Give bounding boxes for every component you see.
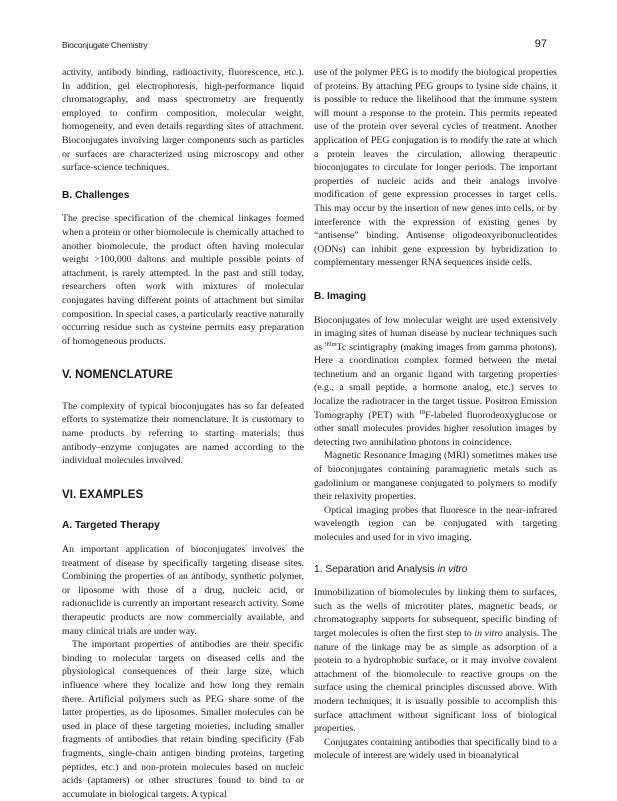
- paragraph-separation-1: [314, 586, 557, 736]
- separation-text-a: Immobilization of biomolecules by linking them to surfaces, such as the wells of microtiter plates, magnetic beads, or chromatography supports for subsequent, specific binding of target molecules is often the first step to: [314, 587, 557, 639]
- imaging-text-a: Bioconjugates of low molecular weight are used extensively in imaging sites of human disease by nuclear techniques such as: [314, 314, 557, 353]
- isotope-tc-superscript: 99m: [325, 340, 337, 348]
- paragraph-targeted-2: The important properties of antibodies are their specific binding to molecular targets on diseased cells and the physiological consequences of their large size, which influence where they localize and how long they remain there. Artificial polymers such as PEG share some of the latter properties, as do liposomes. Smaller molecules can be used in place of these targeting moieties, including smaller fragments of antibodies that retain binding specificity (Fab fragments, single-chain antigen binding proteins, targeting peptides, etc.) and non-protein molecules based on nucleic acids (aptamers) or other structures found to bind to or accumulate in biological targets. A typical: [62, 639, 304, 800]
- paragraph-imaging-1: [314, 314, 557, 450]
- paragraph-peg: use of the polymer PEG is to modify the biological properties of proteins. By attaching PEG groups to lysine side chains, it is possible to reduce the likelihood that the immune system will mount a response to the protein. This permits repeated use of the protein over several cycles of treatment. Another application of PEG conjugation is to modify the rate at which a protein leaves the circulation, allowing therapeutic bioconjugates to circulate for longer periods. The important properties of nucleic acids and their analogs involve modification of gene expression processes in target cells. This may occur by the insertion of new genes into cells, or by interference with the expression of existing genes by “antisense” binding. Antisense oligodeoxyribonucleotides (ODNs) can inhibit gene expression by hybridization to complementary messenger RNA sequences inside cells.: [314, 67, 557, 269]
- paragraph-separation-2: Conjugates containing antibodies that specifically bind to a molecule of interest are widely used in bioanalytical: [314, 736, 557, 762]
- heading-challenges: B. Challenges: [62, 189, 130, 201]
- heading-separation-italic: in vitro: [437, 563, 468, 575]
- separation-text-italic: in vitro: [474, 627, 503, 639]
- paragraph-imaging-3: Optical imaging probes that fluoresce in the near-infrared wavelength region can be conjugated with targeting molecules and used for in vivo imaging.: [314, 504, 557, 543]
- paragraph-challenges: The precise specification of the chemical linkages formed when a protein or other biomolecule is chemically attached to another biomolecule, the product often having molecular weight >100,000 daltons and multiple possible points of attachment, is rarely attempted. In the past and still today, researchers often work with mixtures of molecular conjugates having different points of attachment but similar composition. In special cases, a particularly reactive naturally occurring residue such as cysteine permits easy preparation of homogeneous products.: [62, 213, 304, 347]
- heading-nomenclature: V. NOMENCLATURE: [62, 368, 173, 382]
- paragraph-imaging-2: Magnetic Resonance Imaging (MRI) sometimes makes use of bioconjugates containing paramagnetic metals such as gadolinium or manganese conjugated to polymers to modify their relaxivity properties.: [314, 450, 557, 503]
- isotope-f-superscript: 18: [418, 408, 426, 416]
- separation-text-c: analysis. The nature of the linkage may be as simple as adsorption of a protein to a hydrophobic surface, or it may involve covalent attachment of the biomolecule to reactive groups on the surface using the chemical principles discussed above. With modern techniques, it is usually possible to accomplish this surface attachment without significant loss of biological properties.: [314, 627, 557, 735]
- paragraph-targeted-1: An important application of bioconjugates involves the treatment of disease by specifically targeting disease sites. Combining the properties of an antibody, synthetic polymer, or liposome with those of a drug, nucleic acid, or radionuclide is currently an important research activity. Some therapeutic products are now commercially available, and many clinical trials are under way.: [62, 544, 304, 637]
- heading-separation-text: 1. Separation and Analysis: [314, 563, 438, 575]
- imaging-text-c: F-labeled fluorodeoxyglucose or other small molecules provides higher resolution images by detecting two annihilation photons in coincidence.: [314, 409, 557, 448]
- page-number: 97: [534, 38, 547, 50]
- heading-separation-analysis: [314, 563, 557, 577]
- imaging-text-b: Tc scintigraphy (making images from gamma photons). Here a coordination complex formed between the metal technetium and an organic ligand with targeting properties (e.g., a small peptide, a hormone analog, etc.) serves to localize the radiotracer in the target tissue. Positron Emission Tomography (PET) with: [314, 341, 557, 421]
- heading-imaging: B. Imaging: [314, 290, 367, 302]
- running-title: Bioconjugate Chemistry: [62, 40, 148, 50]
- right-column: [314, 66, 557, 763]
- paragraph-nomenclature: The complexity of typical bioconjugates has so far defeated efforts to systematize their nomenclature. It is customary to name products by referring to starting materials; thus antibody–enzyme conjugates are named according to the individual molecules involved.: [62, 400, 304, 467]
- paragraph-intro: activity, antibody binding, radioactivity, fluorescence, etc.). In addition, gel electrophoresis, high-performance liquid chromatography, and mass spectrometry are frequently employed to confirm composition, molecular weight, homogeneity, and even details regarding sites of attachment. Bioconjugates involving larger components such as particles or surfaces are characterized using microscopy and other surface-science techniques.: [62, 67, 304, 174]
- heading-targeted-therapy: A. Targeted Therapy: [62, 520, 160, 532]
- left-column: [62, 66, 304, 801]
- heading-examples: VI. EXAMPLES: [62, 487, 144, 501]
